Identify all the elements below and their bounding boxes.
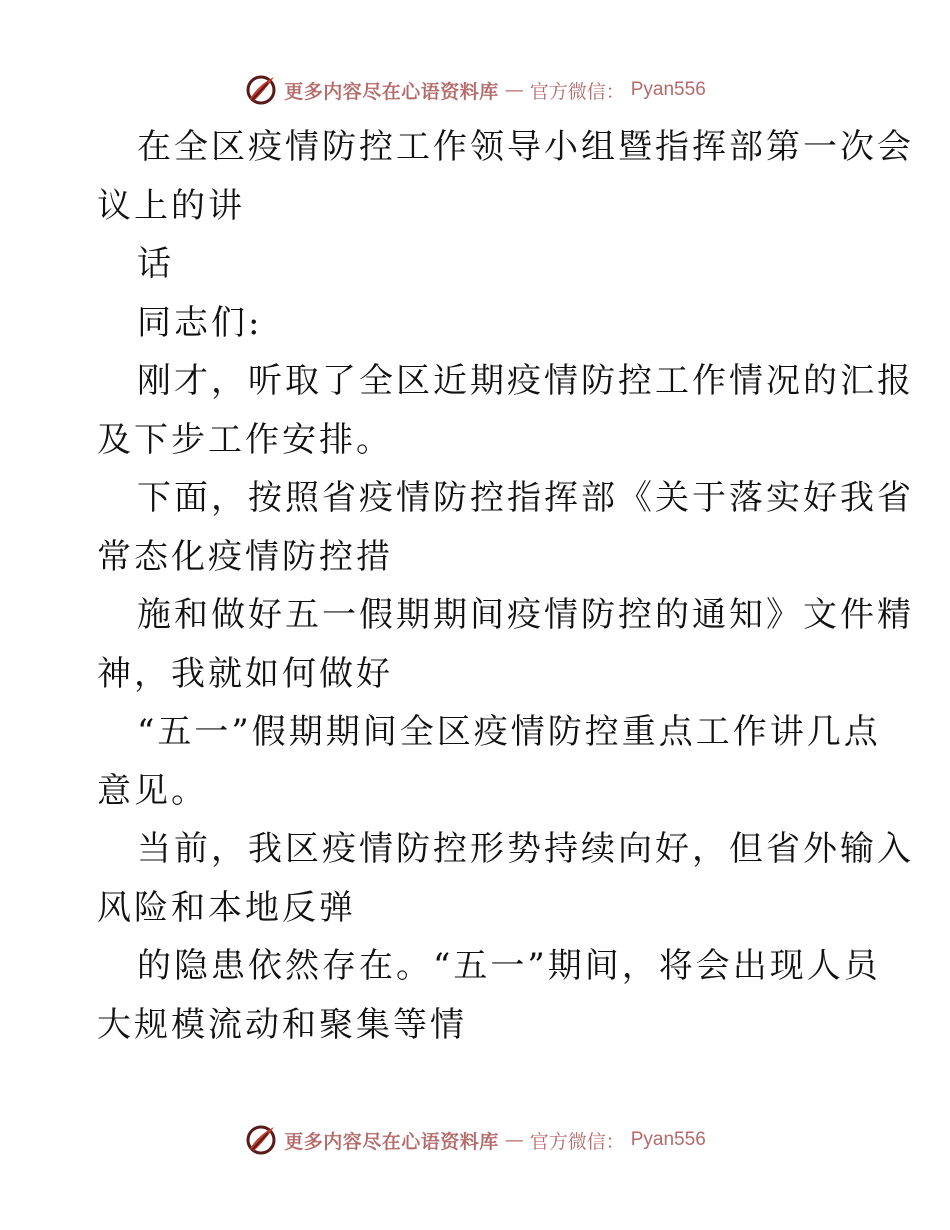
quill-logo-icon [244,1123,278,1157]
paragraph-3-line-3: 的隐患依然存在。“五一”期间，将会出现人员 [137,946,881,986]
paragraph-2-line-3: 施和做好五一假期期间疫情防控的通知》文件精 [137,595,914,635]
title-line-1: 在全区疫情防控工作领导小组暨指挥部第一次会 [137,127,914,167]
paragraph-1-line-2: 及下步工作安排。 [97,419,393,460]
paragraph-2-line-2: 常态化疫情防控措 [97,536,393,577]
paragraph-2-line-1: 下面，按照省疫情防控指挥部《关于落实好我省 [137,478,914,518]
banner-wechat-label: 官方微信： [529,1130,625,1153]
title-line-3: 话 [137,244,174,284]
banner-dash: — [504,1129,524,1151]
paragraph-1-line-1: 刚才，听取了全区近期疫情防控工作情况的汇报 [137,361,914,401]
document-body [97,118,914,1054]
footer-banner [0,1120,950,1160]
paragraph-3-line-4: 大规模流动和聚集等情 [97,1004,467,1045]
banner-wechat-id: Pyan556 [630,1129,706,1150]
salutation: 同志们: [137,302,263,343]
header-banner [0,70,950,110]
paragraph-3-line-2: 风险和本地反弹 [97,887,356,928]
banner-wechat-label: 官方微信： [529,80,625,103]
banner-dash: — [504,79,524,101]
quill-logo-icon [244,73,278,107]
paragraph-3-line-1: 当前，我区疫情防控形势持续向好，但省外输入 [137,829,914,869]
paragraph-2-line-5: “五一”假期期间全区疫情防控重点工作讲几点 [137,712,881,752]
banner-wechat-id: Pyan556 [630,79,706,100]
paragraph-2-line-4: 神，我就如何做好 [97,653,393,694]
banner-main-text: 更多内容尽在心语资料库 [284,80,499,103]
paragraph-2-line-6: 意见。 [97,770,208,811]
banner-main-text: 更多内容尽在心语资料库 [284,1130,499,1153]
title-line-2: 议上的讲 [97,185,245,226]
